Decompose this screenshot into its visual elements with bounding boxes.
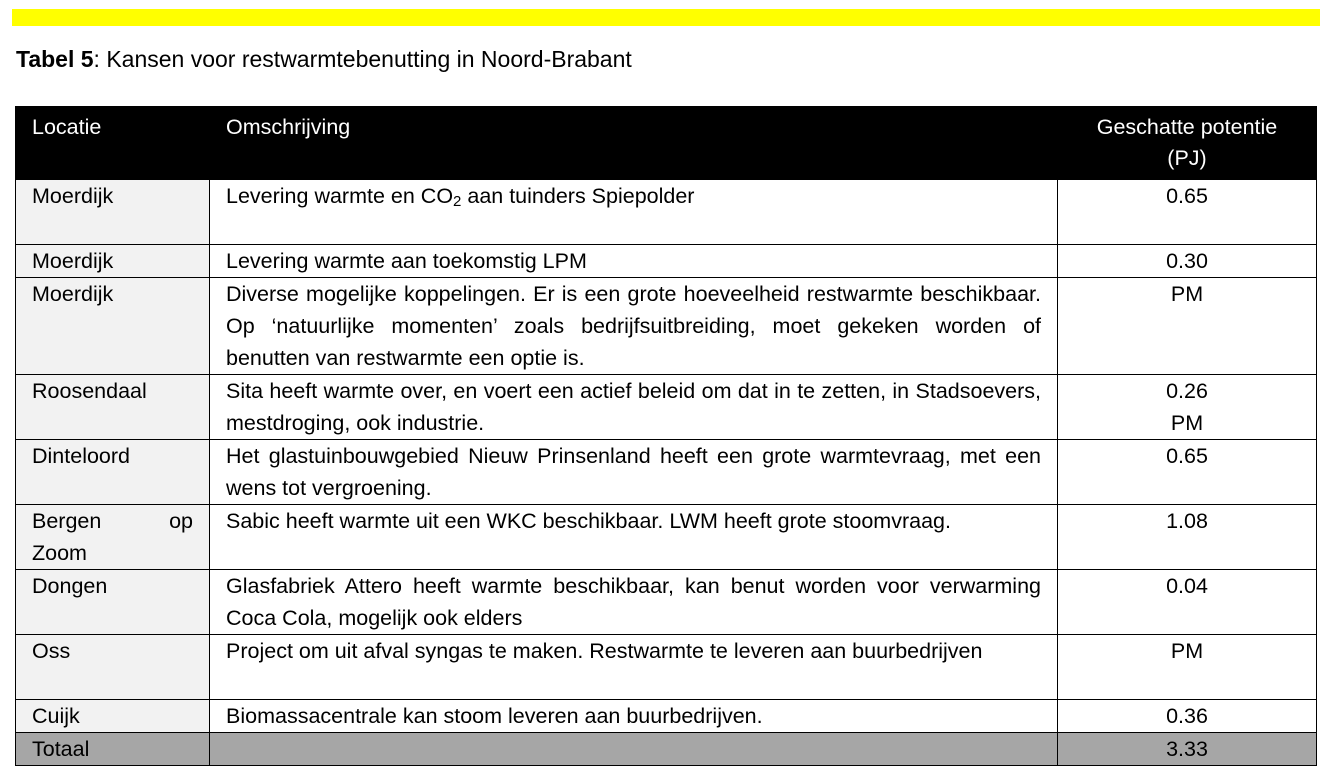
total-value: 3.33 [1058,733,1317,766]
cell-location: Dongen [16,570,210,635]
cell-potential: 0.30 [1058,245,1317,278]
total-row [16,733,1317,766]
table-row [16,245,1317,278]
total-label: Totaal [16,733,210,766]
cell-potential: 0.65 [1058,180,1317,245]
header-location: Locatie [16,107,210,180]
cell-description: Glasfabriek Attero heeft warmte beschikbaar, kan benut worden voor verwarming Coca Cola, mogelijk ook elders [210,570,1058,635]
cell-potential: 0.04 [1058,570,1317,635]
yellow-highlight-bar [12,9,1320,26]
caption-text: : Kansen voor restwarmtebenutting in Noord-Brabant [93,46,632,72]
table-caption [16,44,632,74]
cell-location: Bergen op Zoom [16,505,210,570]
cell-description: Project om uit afval syngas te maken. Restwarmte te leveren aan buurbedrijven [210,635,1058,700]
cell-location: Moerdijk [16,245,210,278]
table-row [16,375,1317,440]
cell-description: Sita heeft warmte over, en voert een actief beleid om dat in te zetten, in Stadsoevers, mestdroging, ook industrie. [210,375,1058,440]
cell-location: Cuijk [16,700,210,733]
cell-description: Diverse mogelijke koppelingen. Er is een grote hoeveelheid restwarmte beschikbaar. Op ‘natuurlijke momenten’ zoals bedrijfsuitbreiding, moet gekeken worden of benutten van restwarmte een optie is. [210,278,1058,375]
cell-potential: 0.26 PM [1058,375,1317,440]
cell-description: Sabic heeft warmte uit een WKC beschikbaar. LWM heeft grote stoomvraag. [210,505,1058,570]
table-header-row [16,107,1317,180]
cell-description: Levering warmte en $CO_2$ aan tuinders Spiepolder [210,180,1058,245]
restwarmte-table [15,106,1317,766]
cell-location: Moerdijk [16,278,210,375]
table-row [16,700,1317,733]
table-row [16,278,1317,375]
cell-potential: 0.65 [1058,440,1317,505]
cell-description: Het glastuinbouwgebied Nieuw Prinsenland heeft een grote warmtevraag, met een wens tot vergroening. [210,440,1058,505]
cell-location: Dinteloord [16,440,210,505]
cell-potential: 0.36 [1058,700,1317,733]
cell-location: Moerdijk [16,180,210,245]
cell-description: Levering warmte aan toekomstig LPM [210,245,1058,278]
cell-potential: 1.08 [1058,505,1317,570]
cell-potential: PM [1058,278,1317,375]
cell-location: Oss [16,635,210,700]
caption-label: Tabel 5 [16,46,94,72]
table-row [16,440,1317,505]
table-row [16,635,1317,700]
total-description [210,733,1058,766]
cell-potential: PM [1058,635,1317,700]
cell-location: Roosendaal [16,375,210,440]
table-row [16,505,1317,570]
header-potential: Geschatte potentie (PJ) [1058,107,1317,180]
header-description: Omschrijving [210,107,1058,180]
cell-description: Biomassacentrale kan stoom leveren aan buurbedrijven. [210,700,1058,733]
table-row [16,570,1317,635]
table-row [16,180,1317,245]
